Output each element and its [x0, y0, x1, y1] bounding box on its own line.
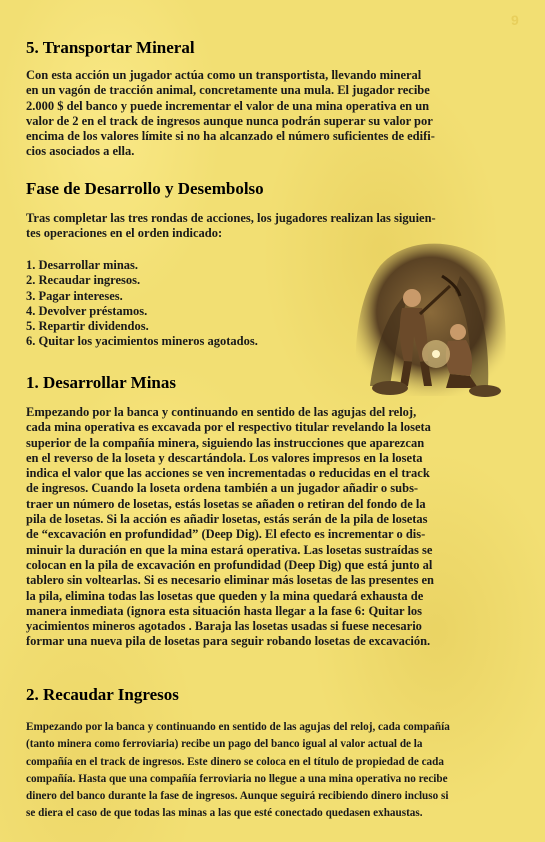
- paragraph-fase-desarrollo: Tras completar las tres rondas de acciones, los jugadores realizan las siguien- tes operaciones en el orden indicado:: [26, 211, 436, 241]
- list-item: 3. Pagar intereses.: [26, 288, 123, 303]
- phase-steps-list: [26, 258, 258, 350]
- paragraph-recaudar-ingresos: Empezando por la banca y continuando en sentido de las agujas del reloj, cada compañía (tanto minera como ferroviaria) recibe un pago del banco igual al valor actual de la compañía en el track de ingresos. Este dinero se coloca en el título de propiedad de cada compañía. Hasta que una compañía ferroviaria no llegue a una mina operativa no recibe dinero del banco durante la fase de ingresos. Aunque seguirá recibiendo dinero incluso si se diera el caso de que todas las minas a las que esté conectado quedasen exhaustas.: [26, 721, 450, 820]
- list-item: 4. Devolver préstamos.: [26, 303, 148, 318]
- list-item: 1. Desarrollar minas.: [26, 258, 139, 272]
- list-item: 6. Quitar los yacimientos mineros agotados.: [26, 334, 258, 349]
- section-title-transportar-mineral: 5. Transportar Mineral: [26, 38, 195, 57]
- list-item: 2. Recaudar ingresos.: [26, 273, 141, 288]
- paragraph-transportar-mineral: Con esta acción un jugador actúa como un transportista, llevando mineral en un vagón de tracción animal, concretamente una mula. El jugador recibe 2.000 $ del banco y puede incrementar el valor de una mina operativa en un valor de 2 en el track de ingresos aunque nunca podrán superar su valor por encima de los valores límite si no ha alcanzado el número suficientes de edifi- cios asociados a ella.: [26, 68, 435, 159]
- miners-illustration: [350, 236, 510, 406]
- page-number: 9: [511, 12, 519, 28]
- section-title-recaudar-ingresos: 2. Recaudar Ingresos: [26, 685, 179, 704]
- list-item: 5. Repartir dividendos.: [26, 319, 149, 334]
- section-title-fase-desarrollo: Fase de Desarrollo y Desembolso: [26, 179, 264, 198]
- section-title-desarrollar-minas: 1. Desarrollar Minas: [26, 373, 176, 392]
- paragraph-desarrollar-minas: Empezando por la banca y continuando en sentido de las agujas del reloj, cada mina operativa es excavada por el respectivo titular revelando la loseta superior de la compañía minera, siguiendo las instrucciones que aparezcan en el reverso de la loseta y descartándola. Los valores impresos en la loseta indica el valor que las acciones se ven incrementadas o reducidas en el track de ingresos. Cuando la loseta ordena también a un jugador añadir o subs- traer un número de losetas, estás losetas se añaden o retiran del fondo de la pila de losetas. Si la acción es añadir losetas, estás serán de la pila de losetas de “excavación en profundidad” (Deep Dig). El efecto es incrementar o dis- minuir la duración en que la mina estará operativa. Las losetas sustraídas se colocan en la pila de excavación en profundidad (Deep Dig) que está junto al tablero sin voltearlas. Si es necesario eliminar más losetas de las presentes en la pila, elimina todas las losetas que queden y la mina quedará exhausta de manera inmediata (ignora esta situación hasta llegar a la fase 6: Quitar los yacimientos mineros agotados . Baraja las losetas usadas si fuese necesario formar una nueva pila de losetas para seguir robando losetas de excavación.: [26, 405, 434, 649]
